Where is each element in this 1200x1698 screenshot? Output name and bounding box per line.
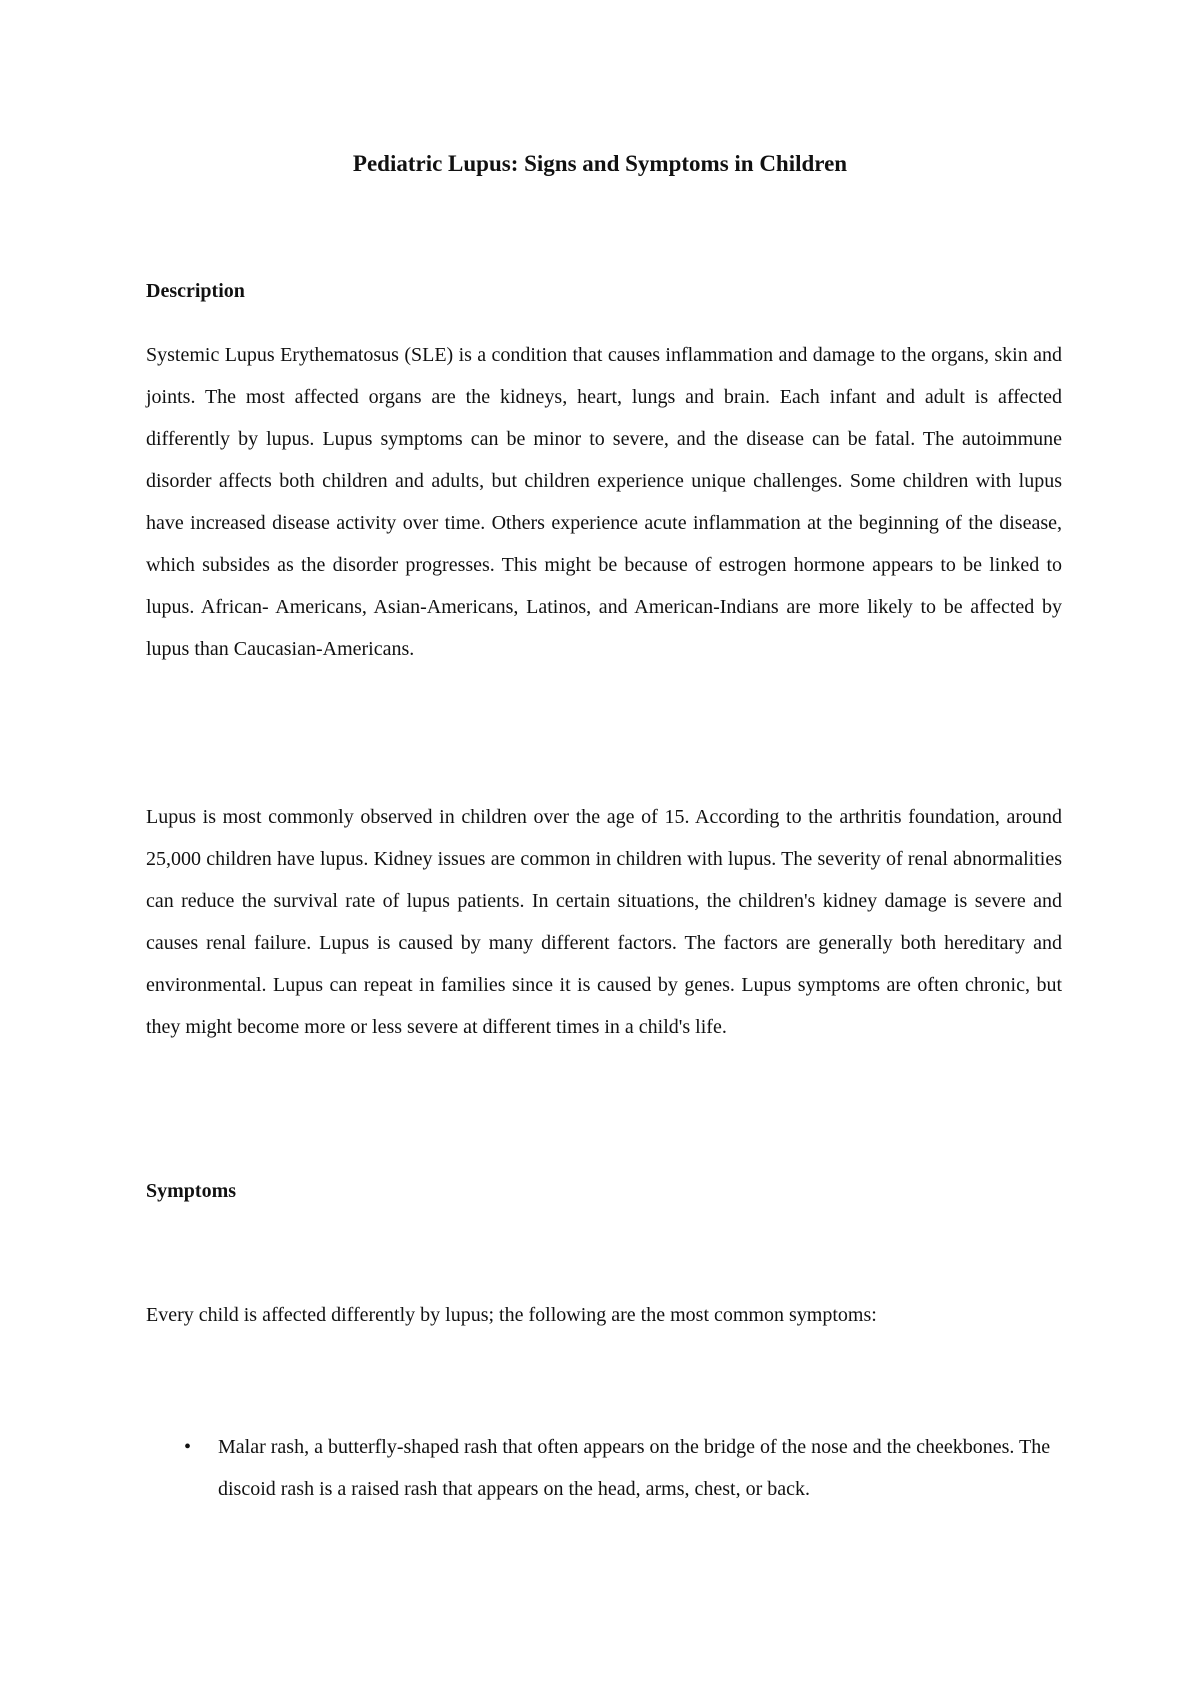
document-title: Pediatric Lupus: Signs and Symptoms in Children bbox=[352, 151, 848, 176]
symptoms-intro: Every child is affected differently by lupus; the following are the most common symptoms: bbox=[146, 1304, 877, 1326]
description-paragraph-1: Systemic Lupus Erythematosus (SLE) is a condition that causes inflammation and damage to the organs, skin and joints. The most affected organs are the kidneys, heart, lungs and brain. Each infant and adult is affected differently by lupus. Lupus symptoms can be minor to severe, and the disease can be fatal. The autoimmune disorder affects both children and adults, but children experience unique challenges. Some children with lupus have increased disease activity over time. Others experience acute inflammation at the beginning of the disease, which subsides as the disorder progresses. This might be because of estrogen hormone appears to be linked to lupus. African- Americans, Asian-Americans, Latinos, and American-Indians are more likely to be affected by lupus than Caucasian-Americans. bbox=[146, 344, 1062, 660]
description-paragraph-2: Lupus is most commonly observed in children over the age of 15. According to the arthritis foundation, around 25,000 children have lupus. Kidney issues are common in children with lupus. The severity of renal abnormalities can reduce the survival rate of lupus patients. In certain situations, the children's kidney damage is severe and causes renal failure. Lupus is caused by many different factors. The factors are generally both hereditary and environmental. Lupus can repeat in families since it is caused by genes. Lupus symptoms are often chronic, but they might become more or less severe at different times in a child's life. bbox=[146, 806, 1062, 1038]
symptom-list-item bbox=[146, 1426, 1062, 1510]
bullet-icon: • bbox=[184, 1436, 192, 1458]
symptom-text: Malar rash, a butterfly-shaped rash that often appears on the bridge of the nose and the cheekbones. The discoid rash is a raised rash that appears on the head, arms, chest, or back. bbox=[218, 1436, 1051, 1500]
symptoms-list bbox=[146, 1426, 1062, 1510]
description-heading: Description bbox=[146, 280, 245, 302]
symptoms-heading: Symptoms bbox=[146, 1180, 237, 1202]
